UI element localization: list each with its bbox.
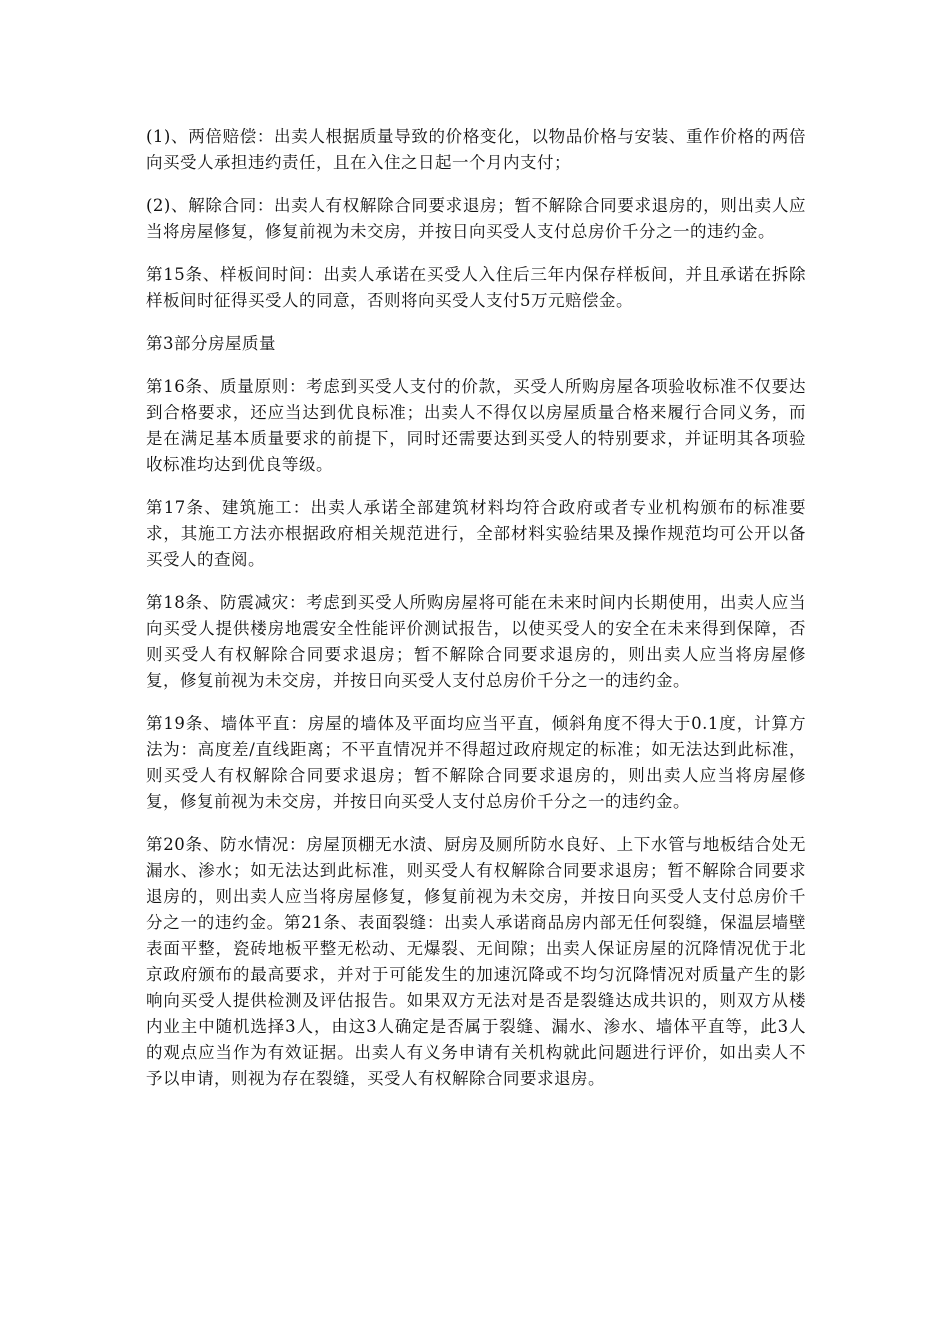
document-body — [146, 124, 806, 1109]
paragraph-article-15: 第15条、样板间时间：出卖人承诺在买受人入住后三年内保存样板间，并且承诺在拆除样板间时征得买受人的同意，否则将向买受人支付5万元赔偿金。 — [146, 265, 806, 310]
paragraph-article-17: 第17条、建筑施工：出卖人承诺全部建筑材料均符合政府或者专业机构颁布的标准要求，其施工方法亦根据政府相关规范进行，全部材料实验结果及操作规范均可公开以备买受人的查阅。 — [146, 498, 806, 569]
section-heading-house-quality: 第3部分房屋质量 — [146, 334, 276, 353]
paragraph-article-16: 第16条、质量原则：考虑到买受人支付的价款，买受人所购房屋各项验收标准不仅要达到合格要求，还应当达到优良标准；出卖人不得仅以房屋质量合格来履行合同义务，而是在满足基本质量要求的前提下，同时还需要达到买受人的特别要求，并证明其各项验收标准均达到优良等级。 — [146, 377, 806, 474]
paragraph-article-20-21: 第20条、防水情况：房屋顶棚无水渍、厨房及厕所防水良好、上下水管与地板结合处无漏水、渗水；如无法达到此标准，则买受人有权解除合同要求退房；暂不解除合同要求退房的，则出卖人应当将房屋修复，修复前视为未交房，并按日向买受人支付总房价千分之一的违约金。第21条、表面裂缝：出卖人承诺商品房内部无任何裂缝，保温层墙壁表面平整，瓷砖地板平整无松动、无爆裂、无间隙；出卖人保证房屋的沉降情况优于北京政府颁布的最高要求，并对于可能发生的加速沉降或不均匀沉降情况对质量产生的影响向买受人提供检测及评估报告。如果双方无法对是否是裂缝达成共识的，则双方从楼内业主中随机选择3人，由这3人确定是否属于裂缝、漏水、渗水、墙体平直等，此3人的观点应当作为有效证据。出卖人有义务申请有关机构就此问题进行评价，如出卖人不予以申请，则视为存在裂缝，买受人有权解除合同要求退房。 — [146, 835, 806, 1088]
paragraph-double-compensation: (1)、两倍赔偿：出卖人根据质量导致的价格变化，以物品价格与安装、重作价格的两倍向买受人承担违约责任，且在入住之日起一个月内支付； — [146, 127, 806, 172]
paragraph-article-18: 第18条、防震减灾：考虑到买受人所购房屋将可能在未来时间内长期使用，出卖人应当向买受人提供楼房地震安全性能评价测试报告，以使买受人的安全在未来得到保障，否则买受人有权解除合同要求退房；暂不解除合同要求退房的，则出卖人应当将房屋修复，修复前视为未交房，并按日向买受人支付总房价千分之一的违约金。 — [146, 593, 806, 690]
paragraph-article-19: 第19条、墙体平直：房屋的墙体及平面均应当平直，倾斜角度不得大于0.1度，计算方法为：高度差/直线距离；不平直情况并不得超过政府规定的标准；如无法达到此标准，则买受人有权解除合同要求退房；暂不解除合同要求退房的，则出卖人应当将房屋修复，修复前视为未交房，并按日向买受人支付总房价千分之一的违约金。 — [146, 714, 806, 811]
paragraph-contract-termination: (2)、解除合同：出卖人有权解除合同要求退房；暂不解除合同要求退房的，则出卖人应当将房屋修复，修复前视为未交房，并按日向买受人支付总房价千分之一的违约金。 — [146, 196, 806, 241]
